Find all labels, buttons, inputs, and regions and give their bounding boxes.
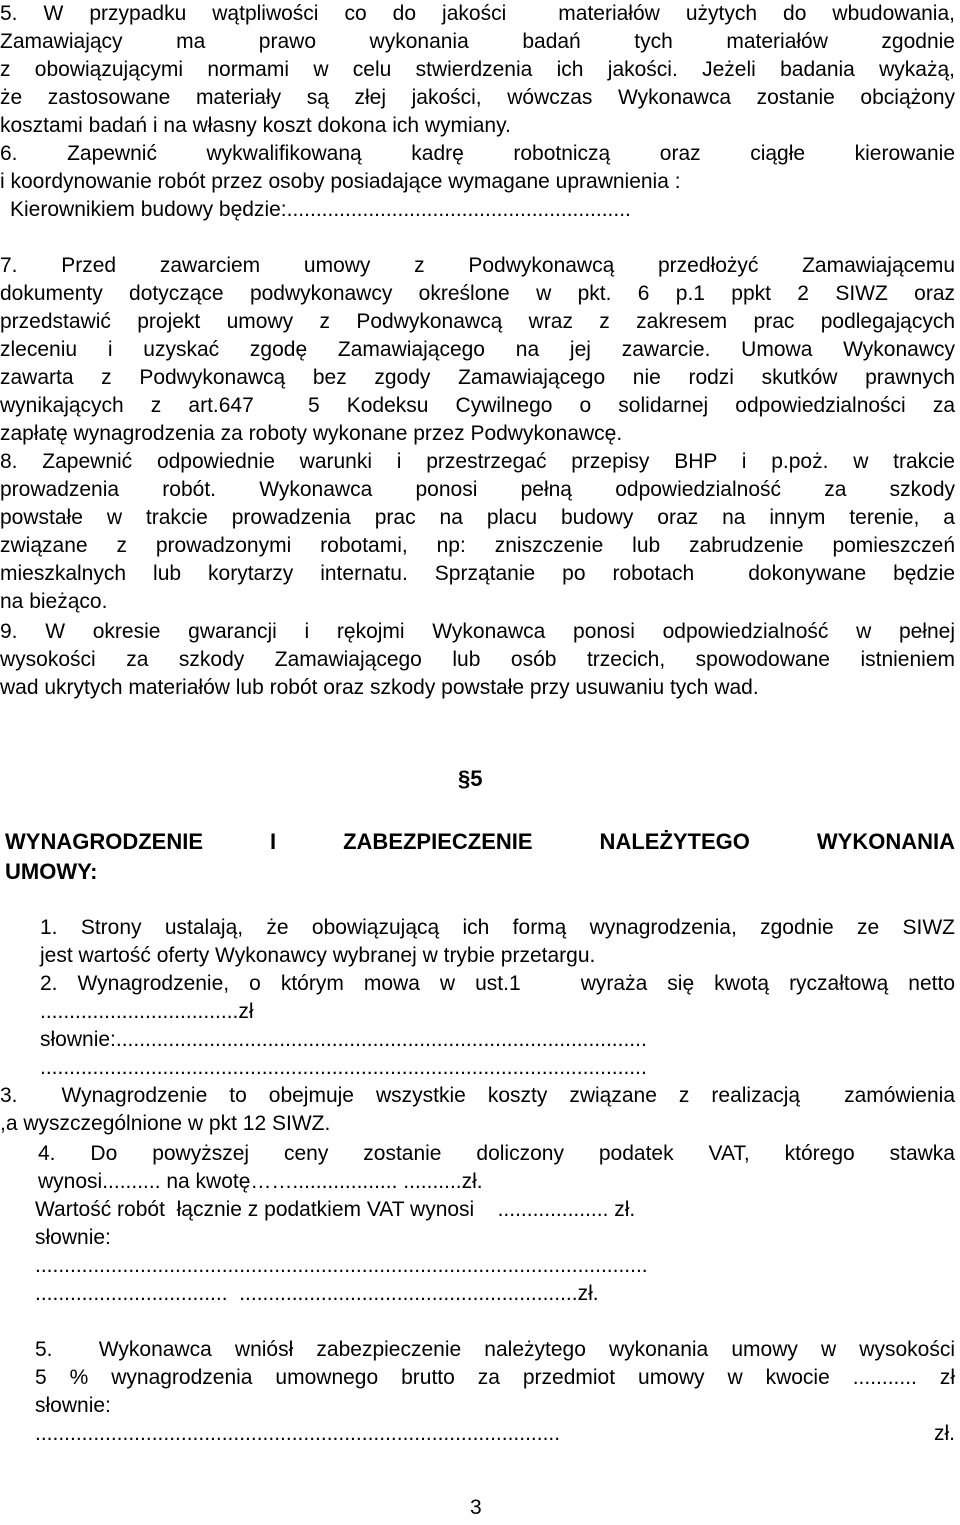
text-line: ,a wyszczególnione w pkt 12 SIWZ. [0,1112,331,1135]
text-line: 3. Wynagrodzenie to obejmuje wszystkie koszty związane z realizacją zamówienia [0,1084,955,1107]
text-line: zapłatę wynagrodzenia za roboty wykonane przez Podwykonawcę. [0,422,623,445]
text-line: na bieżąco. [0,590,108,613]
text-line: 8. Zapewnić odpowiednie warunki i przestrzegać przepisy BHP i p.poż. w trakcie [0,450,955,473]
text-line: słownie:........................................................................................... [40,1028,647,1051]
page-number: 3 [470,1496,482,1519]
text-line: dokumenty dotyczące podwykonawcy określone w pkt. 6 p.1 ppkt 2 SIWZ oraz [0,282,955,305]
text-line: 5 % wynagrodzenia umownego brutto za przedmiot umowy w kwocie ........... zł [35,1366,955,1389]
text-line: że zastosowane materiały są złej jakości, wówczas Wykonawca zostanie obciążony [0,86,955,109]
text-line: związane z prowadzonymi robotami, np: zniszczenie lub zabrudzenie pomieszczeń [0,534,955,557]
text-line: ..................................zł [40,1000,254,1023]
text-line: Wartość robót łącznie z podatkiem VAT wynosi ................... zł. [35,1198,636,1221]
text-line: 5. Wykonawca wniósł zabezpieczenie należytego wykonania umowy w wysokości [35,1338,955,1361]
text-line: ........................................................................................................ [40,1056,647,1079]
text-line: 6. Zapewnić wykwalifikowaną kadrę robotniczą oraz ciągłe kierowanie [0,142,955,165]
text-line: słownie: [35,1226,111,1249]
text-line: wad ukrytych materiałów lub robót oraz szkody powstałe przy usuwaniu tych wad. [0,676,759,699]
text-line: zawarta z Podwykonawcą bez zgody Zamawiającego nie rodzi skutków prawnych [0,366,955,389]
text-line: Kierownikiem budowy będzie:........................................................... [10,198,631,221]
text-line: wynosi.......... na kwotę…….................. ..........zł. [38,1170,483,1193]
text-line: słownie: [35,1394,111,1417]
text-line: 7. Przed zawarciem umowy z Podwykonawcą przedłożyć Zamawiającemu [0,254,955,277]
text-line: kosztami badań i na własny koszt dokona ich wymiany. [0,114,511,137]
text-line: z obowiązującymi normami w celu stwierdzenia ich jakości. Jeżeli badania wykażą, [0,58,955,81]
section-heading: WYNAGRODZENIE I ZABEZPIECZENIE NALEŻYTEGO WYKONANIA [5,829,955,854]
text-line: prowadzenia robót. Wykonawca ponosi pełną odpowiedzialność za szkody [0,478,955,501]
text-line: 1. Strony ustalają, że obowiązującą ich formą wynagrodzenia, zgodnie ze SIWZ [40,916,955,939]
section-mark: §5 [458,766,483,791]
section-heading-continuation: UMOWY: [5,859,98,884]
text-line: zleceniu i uzyskać zgodę Zamawiającego na jej zawarcie. Umowa Wykonawcy [0,338,955,361]
text-line: wynikających z art.647 5 Kodeksu Cywilnego o solidarnej odpowiedzialności za [0,394,955,417]
text-line: wysokości za szkody Zamawiającego lub osób trzecich, spowodowane istnieniem [0,648,955,671]
text-line: 5. W przypadku wątpliwości co do jakości materiałów użytych do wbudowania, [0,2,955,25]
text-line: przedstawić projekt umowy z Podwykonawcą wraz z zakresem prac podlegających [0,310,955,333]
text-line: 4. Do powyższej ceny zostanie doliczony podatek VAT, którego stawka [38,1142,955,1165]
text-line: ................................. ..........................................................zł. [35,1282,599,1305]
text-line: i koordynowanie robót przez osoby posiadające wymagane uprawnienia : [0,170,681,193]
text-line: Zamawiający ma prawo wykonania badań tych materiałów zgodnie [0,30,955,53]
text-line: 2. Wynagrodzenie, o którym mowa w ust.1 wyraża się kwotą ryczałtową netto [40,972,955,995]
text-line: .......................................................................................... zł. [35,1422,955,1445]
text-line: mieszkalnych lub korytarzy internatu. Sprzątanie po robotach dokonywane będzie [0,562,955,585]
text-line: ......................................................................................................... [35,1254,648,1277]
text-line: powstałe w trakcie prowadzenia prac na placu budowy oraz na innym terenie, a [0,506,955,529]
text-line: 9. W okresie gwarancji i rękojmi Wykonawca ponosi odpowiedzialność w pełnej [0,620,955,643]
text-line: jest wartość oferty Wykonawcy wybranej w trybie przetargu. [40,944,596,967]
